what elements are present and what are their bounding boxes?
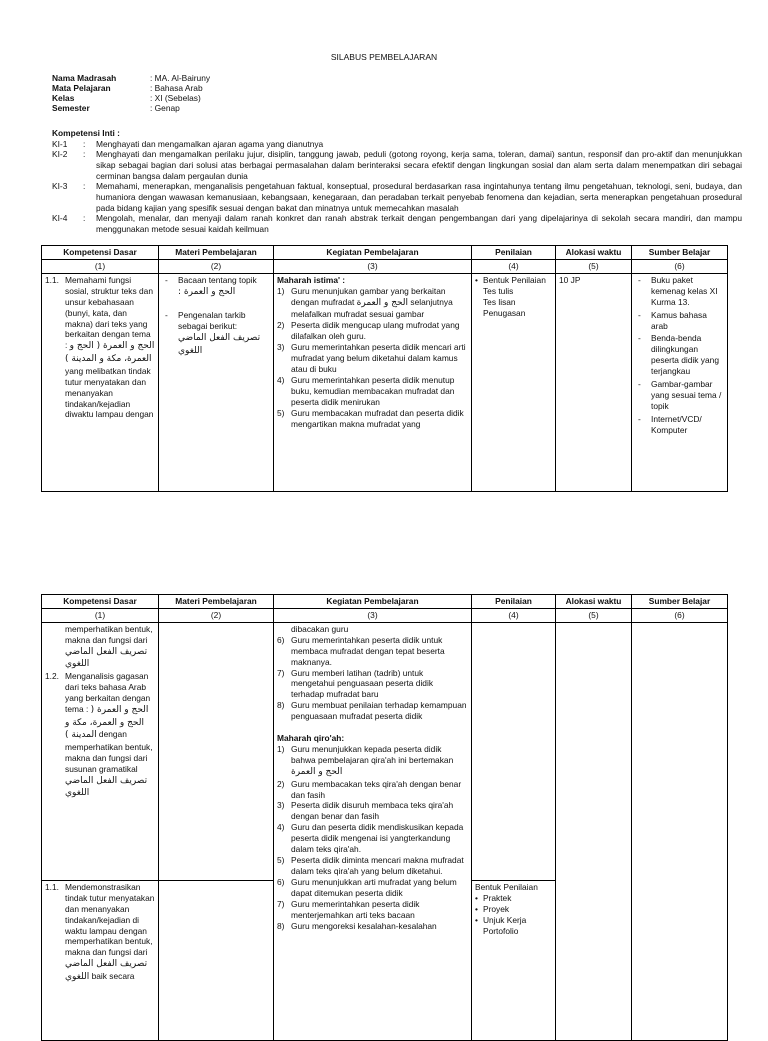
step-number: 6) (277, 876, 285, 887)
header-kompetensi-dasar: Kompetensi Dasar (42, 246, 159, 260)
column-number: (4) (472, 608, 556, 622)
column-number: (1) (42, 259, 159, 273)
ki-colon: : (83, 181, 86, 191)
ki-code: KI-1 (52, 139, 68, 149)
materi-text: Pengenalan tarkib sebagai berikut: (178, 310, 246, 332)
sumber-cell (632, 273, 728, 491)
step-text: Peserta didik mengucap ulang mufrodat yang dilafalkan oleh guru. (291, 320, 460, 342)
materi-cell (159, 273, 274, 491)
step-text: Guru membacakan mufradat dan peserta didik mengartikan makna mufradat yang (291, 407, 464, 429)
penilaian-text: Tes tulis (483, 285, 514, 296)
list-item (635, 379, 724, 412)
step-text: Peserta didik diminta mencari makna mufradat dalam teks qira'ah yang belum diketahui. (291, 855, 464, 876)
step-number: 4) (277, 374, 285, 385)
list-item (277, 375, 468, 408)
document-title: SILABUS PEMBELAJARAN (330, 52, 438, 62)
list-item (475, 893, 552, 904)
column-number: (2) (159, 608, 274, 622)
column-number: (2) (159, 259, 274, 273)
kd-text: Menganalisis gagasan dari teks bahasa Arab yang berkaitan dengan tema : (65, 671, 151, 714)
sumber-text: Kamus bahasa arab (651, 309, 707, 331)
step-text: Guru menunjukkan arti mufradat yang belum dapat ditemukan peserta didik (291, 876, 457, 898)
list-item (277, 899, 468, 921)
identity-value: : Bahasa Arab (150, 83, 203, 93)
sumber-text: Internet/VCD/ Komputer (651, 413, 702, 435)
header-penilaian: Penilaian (472, 246, 556, 260)
kegiatan-heading: Maharah qiro'ah: (277, 733, 345, 744)
list-item (635, 275, 724, 308)
kd-arabic: تصريف الفعل الماضي اللغوي (65, 775, 148, 799)
list-item (277, 700, 468, 722)
penilaian-heading: Bentuk Penilaian (475, 881, 538, 892)
column-number: (6) (632, 608, 728, 622)
alokasi-cell: 10 JP (556, 273, 632, 491)
list-item (277, 668, 468, 701)
list-item (277, 779, 468, 801)
ki-code: KI-3 (52, 181, 68, 191)
step-number: 8) (277, 920, 285, 931)
identity-value: : Genap (150, 103, 180, 113)
kd-text: baik secara (91, 970, 135, 981)
column-number: (6) (632, 259, 728, 273)
list-item (277, 635, 468, 668)
table-row (42, 622, 728, 880)
kompetensi-dasar-cell (42, 880, 159, 1040)
dash-marker: - (638, 333, 641, 344)
step-text: Guru memerintahkan peserta didik menterjemahkan arti teks bacaan (291, 898, 420, 920)
identity-row (52, 83, 210, 93)
penilaian-text: Praktek (483, 892, 512, 903)
kegiatan-heading: Maharah istima' : (277, 274, 346, 285)
kd-arabic: الحج و العمرة ( الحج و العمرة، مكة و المدينة ) (65, 704, 149, 741)
penilaian-cell (472, 880, 556, 1040)
sumber-text: Gambar-gambar yang sesuai tema / topik (651, 379, 722, 411)
identity-label: Nama Madrasah (52, 73, 117, 83)
step-text: Guru memerintahkan peserta didik untuk membaca mufradat dengan tepat beserta maknanya. (291, 634, 445, 667)
step-text: Guru dan peserta didik mendiskusikan kepada peserta didik mengenai isi yangterkandung dalam teks qira'ah. (291, 822, 464, 855)
step-text: Guru mengoreksi kesalahan-kesalahan (291, 920, 437, 931)
list-item (277, 800, 468, 822)
column-number: (3) (274, 259, 472, 273)
step-number: 7) (277, 898, 285, 909)
identity-label: Semester (52, 103, 90, 113)
penilaian-cell (472, 273, 556, 491)
header-kegiatan: Kegiatan Pembelajaran (274, 246, 472, 260)
syllabus-table-2 (41, 594, 728, 1041)
step-number: 7) (277, 667, 285, 678)
kd-item (45, 882, 155, 984)
dash-marker: - (165, 274, 168, 285)
header-alokasi: Alokasi waktu (556, 595, 632, 609)
column-number: (5) (556, 608, 632, 622)
dash-marker: - (638, 309, 641, 320)
kd-number: 1.2. (45, 671, 59, 682)
header-materi: Materi Pembelajaran (159, 246, 274, 260)
identity-value: : XI (Sebelas) (150, 93, 201, 103)
identity-label: Kelas (52, 93, 75, 103)
list-item (277, 822, 468, 855)
bullet-marker: • (475, 892, 478, 903)
list-item (277, 855, 468, 877)
ki-colon: : (83, 149, 86, 159)
bullet-marker: • (475, 903, 478, 914)
list-item (475, 915, 552, 937)
step-number: 1) (277, 744, 285, 755)
list-item (277, 877, 468, 899)
step-arabic: الحج و العمرة (291, 766, 343, 777)
kegiatan-cell (274, 622, 472, 1040)
sumber-text: Buku paket kemenag kelas XI Kurma 13. (651, 274, 718, 307)
step-number: 6) (277, 634, 285, 645)
header-alokasi: Alokasi waktu (556, 246, 632, 260)
kd-text: Memahami fungsi sosial, struktur teks dan unsur kebahasaan (bunyi, kata, dan makna) dari teks yang berkaitan dengan tema : (65, 274, 153, 351)
kd-arabic: تصريف الفعل الماضي اللغوي (65, 959, 148, 982)
ki-colon: : (83, 139, 86, 149)
step-text: Guru memerintahkan peserta didik mencari arti mufradat yang belum diketahui dalam kamus atau di buku (291, 342, 466, 374)
sumber-text: Benda-benda dilingkungan peserta didik yang terjangkau (651, 333, 719, 377)
step-text: selanjutnya melafalkan mufradat sesuai gambar (291, 296, 453, 320)
penilaian-text: Unjuk Kerja Portofolio (483, 914, 527, 936)
list-item (635, 310, 724, 332)
kompetensi-dasar-cell (42, 622, 159, 880)
bullet-marker: • (475, 914, 478, 925)
kd-item (45, 275, 155, 421)
header-materi: Materi Pembelajaran (159, 595, 274, 609)
identity-row (52, 103, 210, 113)
materi-arabic: تصريف الفعل الماضي اللغوي (178, 333, 261, 356)
ki-text: Menghayati dan mengamalkan perilaku jujur, disiplin, tanggung jawab, peduli (gotong royong, kerja sama, toleran, damai) santun, responsif dan pro-aktif dan menunjukkan sikap sebagai bagian dari solusi atas berbagai permasalahan dalam berinteraksi secara efektif dengan lingkungan sosial dan alam serta dalam menempatkan diri sebagai cerminan bangsa dalam pergaulan dunia (96, 149, 742, 181)
step-number: 3) (277, 342, 285, 353)
step-text: Peserta didik disuruh membaca teks qira'ah dengan benar dan fasih (291, 800, 454, 822)
penilaian-cell (472, 622, 556, 880)
kd-number: 1.1. (45, 274, 59, 285)
ki-text: Memahami, menerapkan, menganalisis pengetahuan faktual, konseptual, prosedural berdasarkan rasa ingintahunya tentang ilmu pengetahuan, teknologi, seni, budaya, dan humaniora dengan wawasan kemanusiaan, kebangsaan, kenegaraan, dan peradaban terkait penyebab fenomena dan kejadian, serta menerapkan pengetahuan prosedural pada bidang kajian yang spesifik sesuai dengan bakat dan minatnya untuk memecahkan masalah (96, 181, 742, 213)
list-item (162, 275, 270, 299)
identity-label: Mata Pelajaran (52, 83, 111, 93)
kd-text: dengan memperhatikan bentuk, makna dan fungsi dari susunan gramatikal (65, 729, 153, 774)
materi-cell (159, 880, 274, 1040)
dash-marker: - (638, 413, 641, 424)
step-number: 4) (277, 822, 285, 833)
materi-arabic: الحج و العمرة : (178, 286, 236, 297)
step-text: dibacakan guru (291, 623, 349, 634)
column-number: (4) (472, 259, 556, 273)
kd-arabic: الحج و العمرة ( الحج و العمرة، مكة و المدينة ) (65, 341, 155, 365)
step-text: Guru menunjukkan kepada peserta didik bahwa pembelajaran qira'ah ini bertemakan (291, 744, 454, 765)
header-row (42, 246, 728, 260)
list-item (277, 408, 468, 430)
materi-cell (159, 622, 274, 880)
column-number: (3) (274, 608, 472, 622)
column-number-row (42, 608, 728, 622)
bullet-marker: • (475, 274, 478, 285)
ki-code: KI-2 (52, 149, 68, 159)
identity-row (52, 93, 210, 103)
step-text: Guru memerintahkan peserta didik menutup buku, kemudian membacakan mufradat dan peserta didik menirukan (291, 374, 455, 407)
ki-colon: : (83, 213, 86, 223)
dash-marker: - (638, 274, 641, 285)
column-number: (1) (42, 608, 159, 622)
kompetensi-dasar-cell (42, 273, 159, 491)
step-text: Guru menunjukan gambar yang berkaitan dengan mufradat (291, 285, 446, 307)
penilaian-text: Penugasan (483, 307, 526, 318)
list-item (475, 275, 552, 286)
identity-block (52, 73, 210, 113)
ki-code: KI-4 (52, 213, 68, 223)
step-number: 3) (277, 800, 285, 811)
header-row (42, 595, 728, 609)
header-sumber: Sumber Belajar (632, 246, 728, 260)
header-kompetensi-dasar: Kompetensi Dasar (42, 595, 159, 609)
step-text: Guru membuat penilaian terhadap kemampuan penguasaan mufradat peserta didik (291, 700, 467, 722)
kd-text: Mendemonstrasikan tindak tutur menyatakan dan menanyakan tindakan/kejadian di waktu lampau dengan memperhatikan bentuk, makna dan fungsi dari (65, 881, 155, 958)
list-item (277, 286, 468, 321)
materi-text: Bacaan tentang topik (178, 274, 257, 285)
penilaian-text: Bentuk Penilaian (483, 274, 546, 285)
ki-heading: Kompetensi Inti : (52, 128, 120, 138)
header-sumber: Sumber Belajar (632, 595, 728, 609)
step-arabic: الحج و العمرة (356, 297, 409, 308)
identity-row (52, 73, 210, 83)
kd-continuation (45, 624, 155, 671)
list-item (277, 744, 468, 779)
list-item (277, 342, 468, 375)
syllabus-table-1 (41, 245, 728, 492)
list-item (277, 921, 468, 932)
table-row (42, 273, 728, 491)
step-number: 5) (277, 407, 285, 418)
identity-value: : MA. Al-Bairuny (150, 73, 211, 83)
step-number: 5) (277, 855, 285, 866)
list-item (635, 333, 724, 377)
list-item (475, 904, 552, 915)
kegiatan-cell (274, 273, 472, 491)
ki-text: Mengolah, menalar, dan menyaji dalam ranah konkret dan ranah abstrak terkait dengan pengembangan dari yang dipelajarinya di sekolah secara mandiri, dan mampu menggunakan metode sesuai kaidah keilmuan (96, 213, 742, 234)
ki-text: Menghayati dan mengamalkan ajaran agama yang dianutnya (96, 139, 324, 149)
step-number: 2) (277, 778, 285, 789)
step-text: Guru membacakan teks qira'ah dengan benar dan fasih (291, 778, 462, 800)
kd-number: 1.1. (45, 881, 59, 892)
kd-arabic: تصريف الفعل الماضي اللغوي (65, 646, 148, 670)
alokasi-cell (556, 622, 632, 1040)
column-number-row (42, 259, 728, 273)
header-kegiatan: Kegiatan Pembelajaran (274, 595, 472, 609)
list-item (162, 310, 270, 357)
step-text: Guru memberi latihan (tadrib) untuk mengetahui penguasaan peserta didik terhadap mufradat baru (291, 667, 434, 700)
header-penilaian: Penilaian (472, 595, 556, 609)
step-number: 8) (277, 700, 285, 711)
dash-marker: - (165, 310, 168, 321)
list-item (277, 320, 468, 342)
list-item (635, 414, 724, 436)
sumber-cell (632, 622, 728, 1040)
kd-text: memperhatikan bentuk, makna dan fungsi dari (65, 623, 153, 645)
kd-item (45, 671, 155, 800)
dash-marker: - (638, 379, 641, 390)
column-number: (5) (556, 259, 632, 273)
step-number: 2) (277, 320, 285, 331)
step-number: 1) (277, 285, 285, 296)
kd-text: yang melibatkan tindak tutur menyatakan dan menanyakan tindakan/kejadian diwaktu lampau dengan (65, 365, 154, 420)
penilaian-text: Tes lisan (483, 296, 516, 307)
penilaian-text: Proyek (483, 903, 510, 914)
